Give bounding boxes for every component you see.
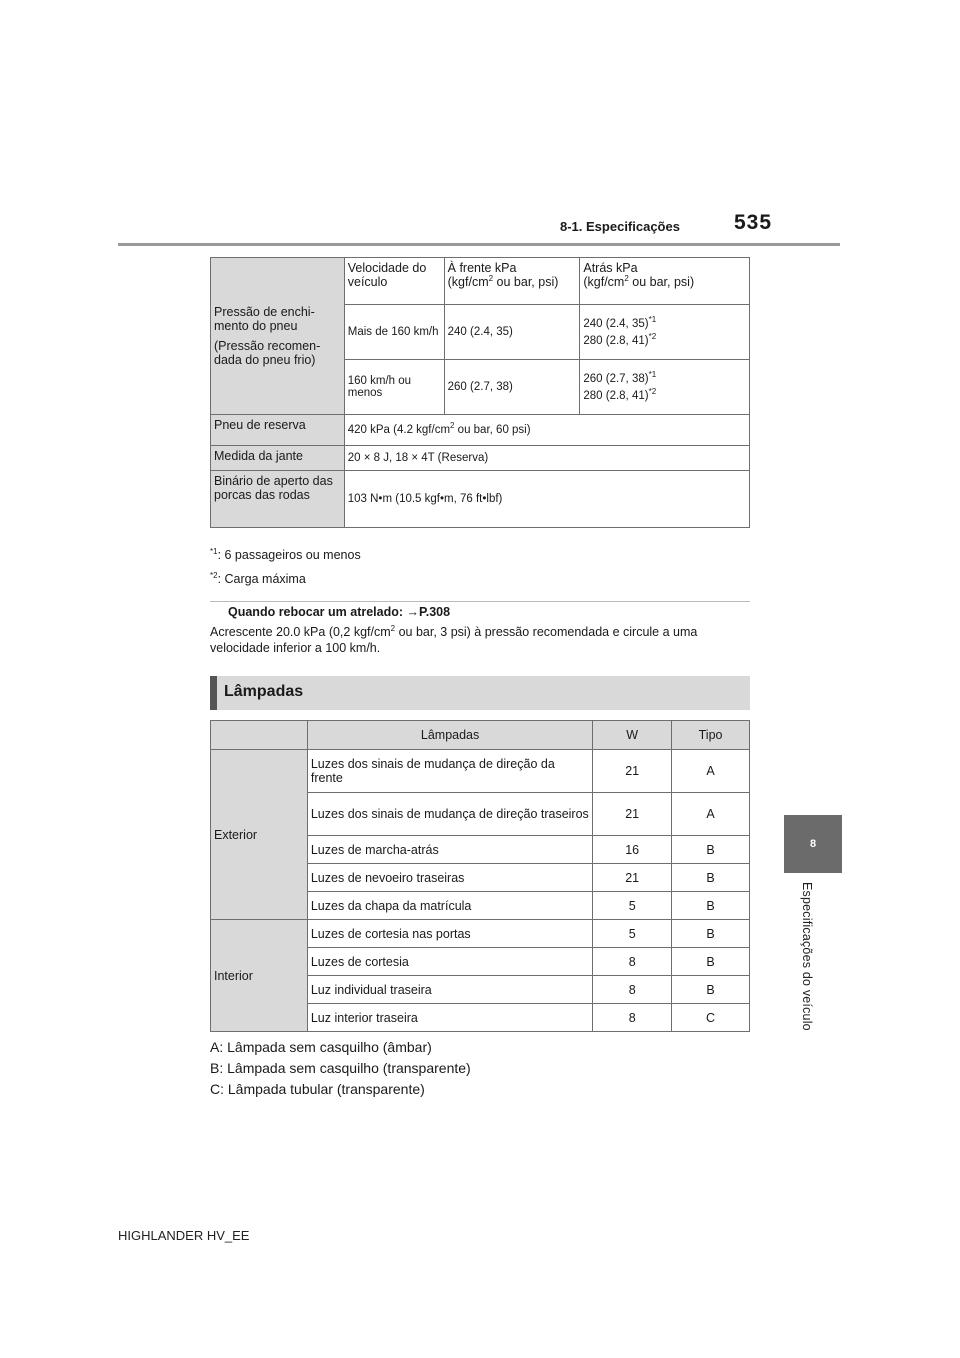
tire-pressure-note: (Pressão recomen-dada do pneu frio) — [214, 339, 321, 367]
bulb-type: B — [672, 948, 750, 976]
bulb-type: B — [672, 920, 750, 948]
bulb-type: B — [672, 892, 750, 920]
spare-label: Pneu de reserva — [211, 415, 345, 446]
bulb-name: Luzes da chapa da matrícula — [307, 892, 592, 920]
table-row — [211, 471, 750, 528]
watt-header: W — [593, 721, 672, 750]
table-row — [211, 750, 750, 793]
towing-text: Acrescente 20.0 kPa (0,2 kgf/$cm^2$ ou bar, 3 psi) à pressão recomendada e circule a uma velocidade inferior a 100 km/h. — [210, 623, 698, 656]
bulb-type: A — [672, 793, 750, 836]
chapter-label: Especificações do veículo — [800, 882, 814, 1031]
section-heading: 8-1. Especificações — [560, 219, 680, 234]
tire-spec-table — [210, 257, 750, 528]
table-row — [211, 446, 750, 471]
bulb-name: Luzes de cortesia nas portas — [307, 920, 592, 948]
rear-header: Atrás kPa ($kgf/cm^2$ ou bar, psi) — [580, 258, 750, 305]
bulb-name: Luz individual traseira — [307, 976, 592, 1004]
speed-cell: Mais de 160 km/h — [344, 305, 444, 360]
table-row — [211, 415, 750, 446]
torque-label: Binário de aperto das porcas das rodas — [211, 471, 345, 528]
tire-pressure-label: Pressão de enchi-mento do pneu — [214, 305, 315, 333]
footnote: $^{*2}$: Carga máxima — [210, 570, 306, 586]
group-label-interior: Interior — [211, 920, 308, 1032]
bulb-type: B — [672, 976, 750, 1004]
legend-item: C: Lâmpada tubular (transparente) — [210, 1081, 425, 1097]
bulb-watt: 8 — [593, 948, 672, 976]
front-pressure-cell: 260 (2.7, 38) — [444, 360, 580, 415]
spare-value: 420 kPa (4.2 kgf/$cm^2$ ou bar, 60 psi) — [344, 415, 749, 446]
bulb-type: B — [672, 864, 750, 892]
rear-pressure-cell: 240 (2.4, 35)$^{*1}$ 280 (2.8, 41)$^{*2}$ — [580, 305, 750, 360]
bulb-type: A — [672, 750, 750, 793]
bulb-watt: 8 — [593, 976, 672, 1004]
corner-header — [211, 721, 308, 750]
bulb-name: Luzes dos sinais de mudança de direção da frente — [307, 750, 592, 793]
bulb-name: Luzes dos sinais de mudança de direção traseiros — [307, 793, 592, 836]
group-label-exterior: Exterior — [211, 750, 308, 920]
rim-value: 20 × 8 J, 18 × 4T (Reserva) — [344, 446, 749, 471]
section-accent — [210, 676, 217, 710]
footnote: $^{*1}$: 6 passageiros ou menos — [210, 546, 361, 562]
rim-label: Medida da jante — [211, 446, 345, 471]
bulb-name-header: Lâmpadas — [307, 721, 592, 750]
type-header: Tipo — [672, 721, 750, 750]
front-header: À frente kPa ($kgf/cm^2$ ou bar, psi) — [444, 258, 580, 305]
legend-item: A: Lâmpada sem casquilho (âmbar) — [210, 1039, 432, 1055]
towing-title: Quando rebocar um atrelado: →P.308 — [228, 605, 451, 619]
bulb-name: Luzes de cortesia — [307, 948, 592, 976]
footer-model: HIGHLANDER HV_EE — [118, 1228, 250, 1243]
bulb-watt: 21 — [593, 750, 672, 793]
bulb-name: Luzes de nevoeiro traseiras — [307, 864, 592, 892]
separator — [210, 601, 750, 602]
bulb-watt: 5 — [593, 920, 672, 948]
table-row — [211, 920, 750, 948]
chapter-tab: 8 — [784, 815, 842, 873]
page-number: 535 — [734, 211, 773, 234]
bulb-watt: 16 — [593, 836, 672, 864]
front-pressure-cell: 240 (2.4, 35) — [444, 305, 580, 360]
bulbs-table — [210, 720, 750, 1032]
bulb-type-legend — [210, 1037, 471, 1100]
rear-pressure-cell: 260 (2.7, 38)$^{*1}$ 280 (2.8, 41)$^{*2}$ — [580, 360, 750, 415]
footnotes — [210, 544, 361, 592]
bulb-watt: 5 — [593, 892, 672, 920]
bulb-name: Luz interior traseira — [307, 1004, 592, 1032]
speed-header: Velocidade do veículo — [344, 258, 444, 305]
section-title: Lâmpadas — [224, 683, 304, 700]
bulb-type: B — [672, 836, 750, 864]
bulb-type: C — [672, 1004, 750, 1032]
torque-value: 103 N•m (10.5 kgf•m, 76 ft•lbf) — [344, 471, 749, 528]
tire-pressure-label-cell — [211, 258, 345, 415]
bulb-watt: 21 — [593, 793, 672, 836]
speed-cell: 160 km/h ou menos — [344, 360, 444, 415]
bulb-watt: 21 — [593, 864, 672, 892]
header-rule — [118, 243, 840, 246]
bulb-watt: 8 — [593, 1004, 672, 1032]
bulb-name: Luzes de marcha-atrás — [307, 836, 592, 864]
legend-item: B: Lâmpada sem casquilho (transparente) — [210, 1060, 471, 1076]
